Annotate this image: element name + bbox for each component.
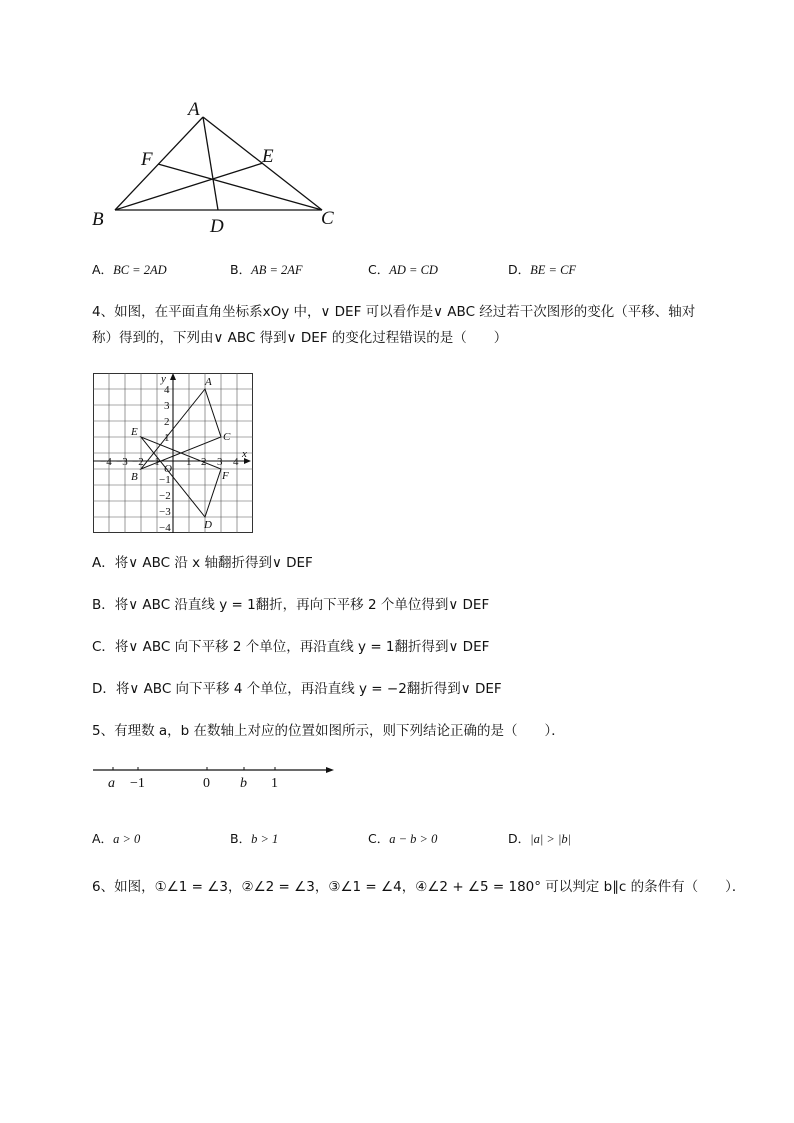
q5-option-d[interactable]	[508, 829, 571, 849]
label-b: b	[240, 776, 247, 791]
q4-option-d[interactable]: D．将∨ ABC 向下平移 4 个单位，再沿直线 y = −2翻折得到∨ DEF	[92, 681, 502, 697]
triangle-def	[141, 437, 221, 517]
y-tick: 1	[164, 432, 170, 444]
label-e: E	[262, 146, 274, 167]
label-f: F	[141, 149, 153, 170]
point-label-f: F	[222, 470, 229, 482]
option-expr: BE = CF	[530, 263, 577, 277]
q5-stem: 5、有理数 a，b 在数轴上对应的位置如图所示，则下列结论正确的是（ ）．	[92, 723, 565, 739]
x-tick: −4	[100, 456, 112, 468]
label-c: C	[321, 208, 334, 229]
label-a: a	[108, 776, 115, 791]
q4-stem-line1: 4、如图，在平面直角坐标系xOy 中，∨ DEF 可以看作是∨ ABC 经过若干次图形的变化（平移、轴对	[92, 304, 696, 320]
y-tick: −1	[159, 474, 171, 486]
option-letter: A．	[92, 262, 114, 277]
triangle-figure	[85, 95, 355, 240]
option-expr: AD = CD	[389, 263, 438, 277]
number-line-arrow	[326, 767, 334, 773]
q5-option-b[interactable]	[230, 829, 278, 849]
point-label-b: B	[131, 471, 138, 483]
option-letter: B．	[230, 831, 252, 846]
option-letter: A．	[92, 831, 114, 846]
x-tick: 1	[186, 456, 192, 468]
x-tick: −2	[132, 456, 144, 468]
q4-option-a[interactable]: A．将∨ ABC 沿 x 轴翻折得到∨ DEF	[92, 555, 313, 571]
label-zero: 0	[203, 776, 210, 791]
point-label-c: C	[223, 431, 231, 443]
x-tick: 3	[217, 456, 223, 468]
option-expr: a > 0	[113, 832, 141, 846]
y-tick: 2	[164, 416, 170, 428]
option-expr: |a| > |b|	[530, 832, 572, 846]
label-minus-one: −1	[130, 776, 145, 791]
option-expr: b > 1	[251, 832, 279, 846]
q6-stem: 6、如图，①∠1 = ∠3，②∠2 = ∠3，③∠1 = ∠4，④∠2 + ∠5 = 180° 可以判定 b∥c 的条件有（ ）．	[92, 879, 746, 895]
axis-label-x: x	[242, 448, 247, 460]
q3-option-c[interactable]	[368, 260, 438, 280]
option-expr: a − b > 0	[389, 832, 438, 846]
median-ad	[203, 117, 218, 210]
y-tick: −4	[159, 522, 171, 533]
point-label-a: A	[205, 376, 212, 388]
option-letter: C．	[368, 262, 390, 277]
y-tick: 4	[164, 384, 170, 396]
label-one: 1	[271, 776, 278, 791]
q3-option-a[interactable]	[92, 260, 167, 280]
q3-option-b[interactable]	[230, 260, 303, 280]
origin-label: O	[164, 463, 172, 475]
q5-option-a[interactable]	[92, 829, 140, 849]
point-label-d: D	[204, 519, 212, 531]
q5-option-c[interactable]	[368, 829, 437, 849]
option-letter: B．	[230, 262, 252, 277]
option-expr: BC = 2AD	[113, 263, 167, 277]
x-tick: −1	[148, 456, 160, 468]
y-tick: 3	[164, 400, 170, 412]
coordinate-grid	[93, 373, 253, 533]
y-tick: −3	[159, 506, 171, 518]
q4-option-c[interactable]: C．将∨ ABC 向下平移 2 个单位，再沿直线 y = 1翻折得到∨ DEF	[92, 639, 490, 655]
option-letter: C．	[368, 831, 390, 846]
label-a: A	[188, 99, 200, 120]
y-tick: −2	[159, 490, 171, 502]
option-letter: D．	[508, 831, 531, 846]
q4-option-b[interactable]: B．将∨ ABC 沿直线 y = 1翻折，再向下平移 2 个单位得到∨ DEF	[92, 597, 490, 613]
x-tick: 2	[201, 456, 207, 468]
label-d: D	[210, 216, 224, 237]
label-b: B	[92, 209, 104, 230]
point-label-e: E	[131, 426, 138, 438]
x-tick: 4	[233, 456, 239, 468]
y-axis-arrow	[170, 373, 176, 380]
q4-stem-line2: 称）得到的，下列由∨ ABC 得到∨ DEF 的变化过程错误的是（ ）	[92, 330, 508, 346]
q3-option-d[interactable]	[508, 260, 576, 280]
axis-label-y: y	[161, 373, 166, 385]
number-line	[90, 760, 340, 792]
x-tick: −3	[116, 456, 128, 468]
option-expr: AB = 2AF	[251, 263, 303, 277]
option-letter: D．	[508, 262, 531, 277]
